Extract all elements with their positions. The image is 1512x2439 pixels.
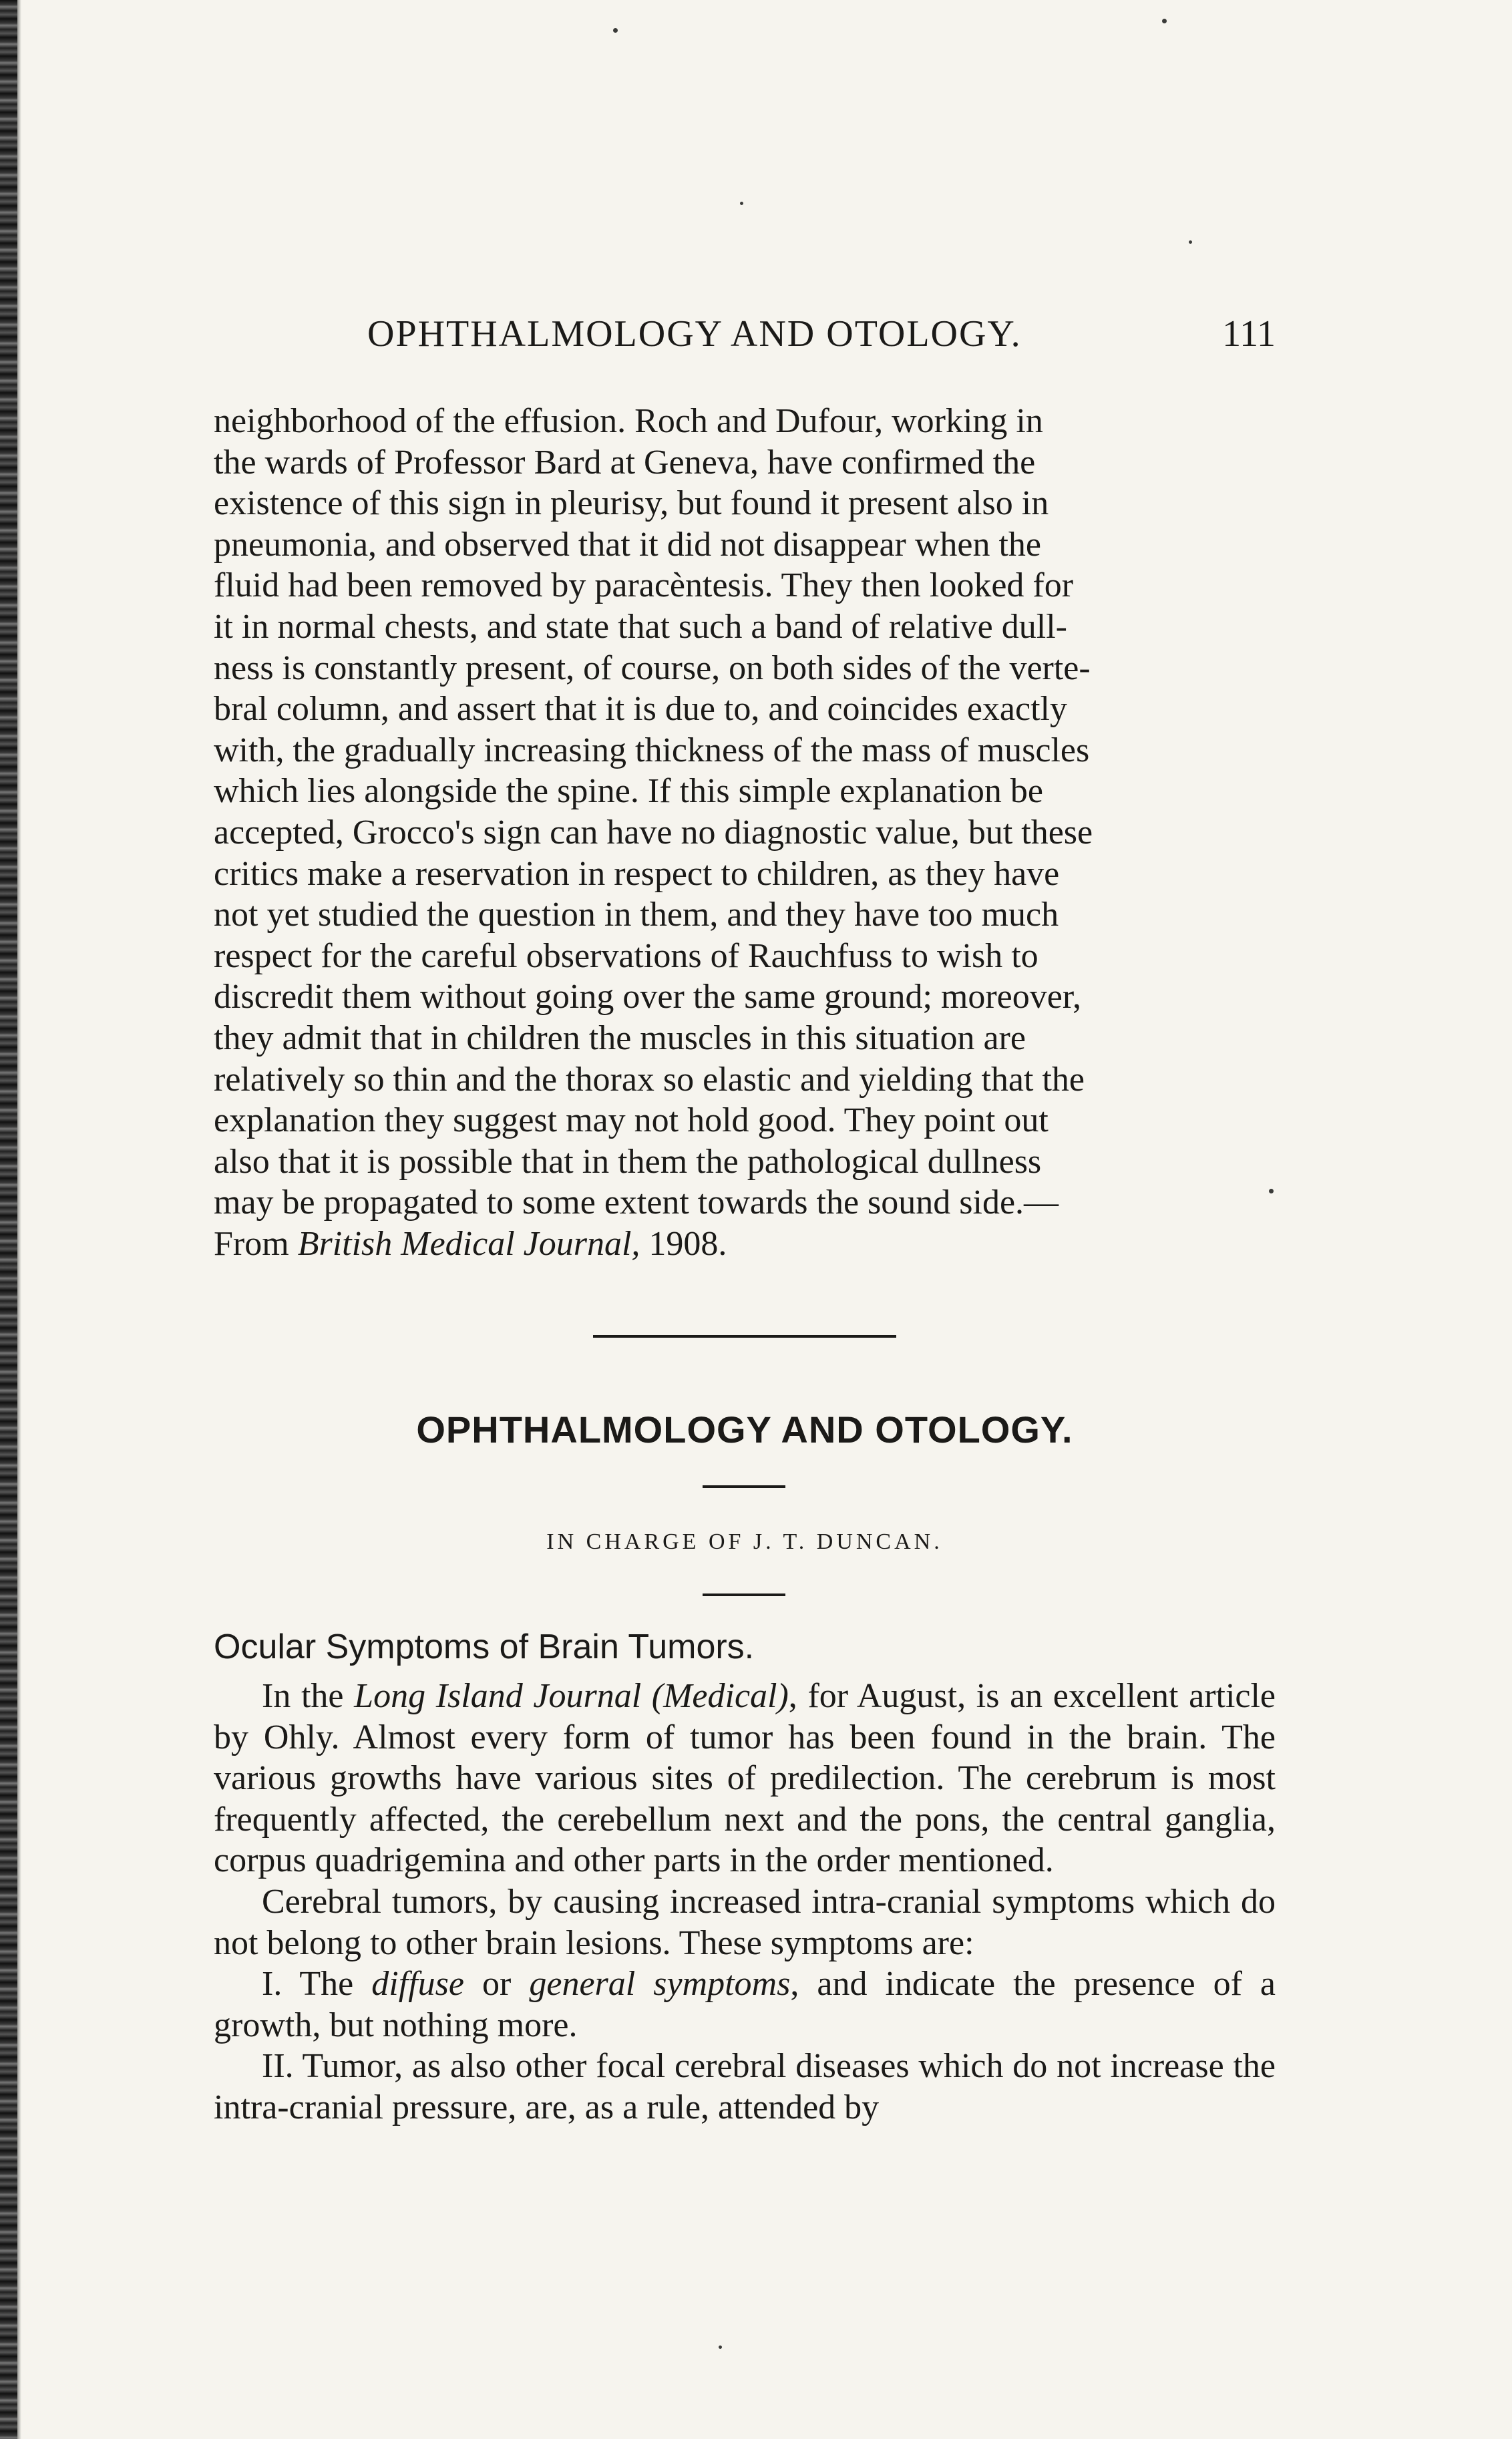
section-byline: IN CHARGE OF J. T. DUNCAN. [546, 1529, 943, 1554]
text-line: bral column, and assert that it is due to, and coincides exactly [214, 690, 1067, 729]
citation-year: 1908. [640, 1224, 727, 1263]
text-line: with, the gradually increasing thickness of the mass of muscles [214, 731, 1090, 769]
text-line: fluid had been removed by paracèntesis. They then looked for [214, 566, 1074, 605]
text-line: neighborhood of the effusion. Roch and Dufour, working in [214, 402, 1043, 440]
scan-binding-shadow [17, 0, 21, 2439]
section-divider-rule [593, 1335, 896, 1338]
journal-title: Long Island Journal (Medical) [354, 1677, 789, 1715]
text-line: relatively so thin and the thorax so elastic and yielding that the [214, 1060, 1085, 1099]
text-line: critics make a reservation in respect to children, as they have [214, 854, 1060, 893]
text-line: which lies alongside the spine. If this simple explanation be [214, 772, 1043, 811]
emphasis-term: diffuse [371, 1965, 464, 2004]
text-line: may be propagated to some extent towards the sound side.— [214, 1183, 1059, 1222]
text-line: the wards of Professor Bard at Geneva, have confirmed the [214, 443, 1036, 482]
text-line: respect for the careful observations of Rauchfuss to wish to [214, 936, 1038, 975]
article-paragraph-3 [214, 1963, 1276, 2046]
article-body [214, 1676, 1276, 2128]
paragraph-text: , and indicate the presence of a growth, but nothing more. [214, 1965, 1276, 2044]
continued-article [214, 401, 1276, 1264]
running-head [214, 313, 1276, 366]
byline-underline-rule [703, 1593, 785, 1596]
citation-prefix: From [214, 1224, 298, 1263]
scan-binding-edge [0, 0, 17, 2439]
article-heading: Ocular Symptoms of Brain Tumors. [214, 1628, 755, 1666]
article-paragraph-1 [214, 1676, 1276, 1881]
section-title: OPHTHALMOLOGY AND OTOLOGY. [416, 1409, 1073, 1451]
scan-speck [613, 28, 618, 33]
scan-speck [740, 202, 743, 205]
text-line: accepted, Grocco's sign can have no diagnostic value, but these [214, 813, 1093, 852]
text-line: not yet studied the question in them, and they have too much [214, 896, 1059, 934]
scan-speck [1189, 240, 1192, 244]
title-underline-rule [703, 1485, 785, 1488]
text-line: they admit that in children the muscles in this situation are [214, 1018, 1026, 1057]
scan-speck [719, 2346, 722, 2349]
page-number: 111 [1222, 313, 1276, 355]
text-line: ness is constantly present, of course, on both sides of the verte- [214, 648, 1091, 687]
article-paragraph-2: Cerebral tumors, by causing increased intra-cranial symptoms which do not belong to other brain lesions. These symptoms are: [214, 1882, 1276, 1962]
text-line: explanation they suggest may not hold good. They point out [214, 1101, 1049, 1140]
paragraph-text: I. The [262, 1965, 372, 2004]
text-line: also that it is possible that in them the pathological dullness [214, 1142, 1042, 1181]
text-line: existence of this sign in pleurisy, but found it present also in [214, 484, 1049, 523]
emphasis-term: general symptoms [529, 1965, 791, 2004]
running-head-title: OPHTHALMOLOGY AND OTOLOGY. [367, 313, 1022, 355]
text-line: discredit them without going over the same ground; moreover, [214, 978, 1082, 1016]
citation-journal: British Medical Journal, [297, 1224, 640, 1263]
paragraph-text: In the [262, 1677, 355, 1715]
scan-speck [1162, 19, 1167, 23]
continued-paragraph [214, 401, 1276, 1264]
text-line: pneumonia, and observed that it did not disappear when the [214, 525, 1042, 564]
article-paragraph-4: II. Tumor, as also other focal cerebral diseases which do not increase the intra-cranial pressure, are, as a rule, attended by [214, 2047, 1276, 2126]
paragraph-text: , for August, is an excellent article by Ohly. Almost every form of tumor has been found in the brain. The various growths have various sites of predilection. The cerebrum is most frequently affected, the cerebellum next and the pons, the central ganglia, corpus quadrigemina and other parts in the order mentioned. [214, 1677, 1276, 1880]
paragraph-text: or [463, 1965, 530, 2004]
text-line: it in normal chests, and state that such a band of relative dull- [214, 607, 1067, 646]
